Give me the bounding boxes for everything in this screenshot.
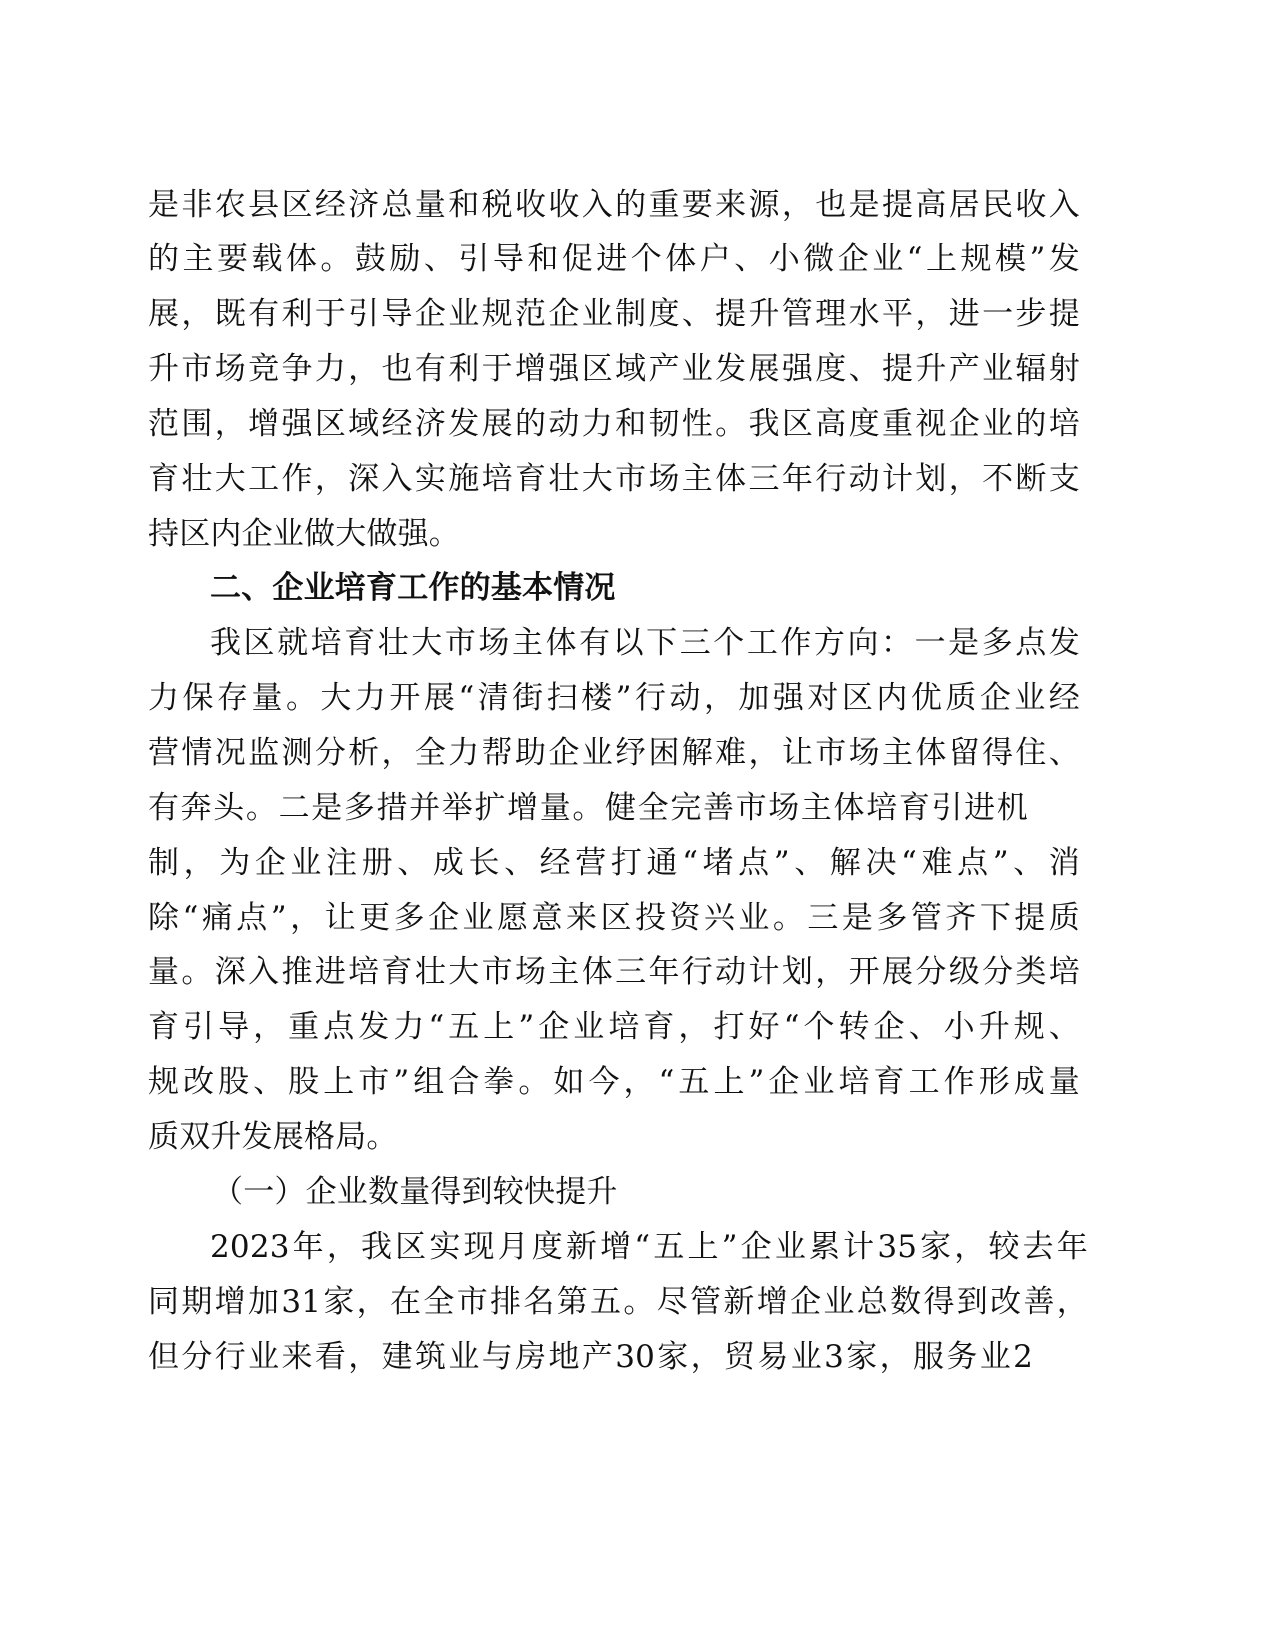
paragraph-1-line-1: 是非农县区经济总量和税收收入的重要来源，也是提高居民收入: [148, 187, 1080, 223]
paragraph-2-line-10: 质双升发展格局。: [148, 1119, 398, 1155]
paragraph-2-line-6: 除“痛点”，让更多企业愿意来区投资兴业。三是多管齐下提质: [148, 900, 1080, 936]
paragraph-3-line-3: 但分行业来看，建筑业与房地产30家，贸易业3家，服务业2: [148, 1339, 1033, 1375]
paragraph-1-line-7: 持区内企业做大做强。: [148, 516, 460, 552]
paragraph-1-line-2: 的主要载体。鼓励、引导和促进个体户、小微企业“上规模”发: [148, 241, 1080, 277]
paragraph-3-line-1: 2023年，我区实现月度新增“五上”企业累计35家，较去年: [210, 1229, 1088, 1265]
paragraph-3-line-2: 同期增加31家，在全市排名第五。尽管新增企业总数得到改善，: [148, 1284, 1088, 1320]
subsection-heading: （一）企业数量得到较快提升: [212, 1174, 618, 1210]
paragraph-2-line-8: 育引导，重点发力“五上”企业培育，打好“个转企、小升规、: [148, 1009, 1080, 1045]
paragraph-2-line-7: 量。深入推进培育壮大市场主体三年行动计划，开展分级分类培: [148, 954, 1080, 990]
paragraph-2-line-4: 有奔头。二是多措并举扩增量。健全完善市场主体培育引进机: [148, 790, 1028, 826]
paragraph-1-line-3: 展，既有利于引导企业规范企业制度、提升管理水平，进一步提: [148, 296, 1080, 332]
paragraph-2-line-1: 我区就培育壮大市场主体有以下三个工作方向：一是多点发: [210, 625, 1080, 661]
paragraph-1-line-6: 育壮大工作，深入实施培育壮大市场主体三年行动计划，不断支: [148, 461, 1080, 497]
paragraph-2-line-3: 营情况监测分析，全力帮助企业纾困解难，让市场主体留得住、: [148, 735, 1080, 771]
paragraph-2-line-9: 规改股、股上市”组合拳。如今，“五上”企业培育工作形成量: [148, 1064, 1080, 1100]
paragraph-1-line-5: 范围，增强区域经济发展的动力和韧性。我区高度重视企业的培: [148, 406, 1080, 442]
section-heading: 二、企业培育工作的基本情况: [210, 570, 616, 606]
paragraph-1-line-4: 升市场竞争力，也有利于增强区域产业发展强度、提升产业辐射: [148, 351, 1080, 387]
paragraph-2-line-5: 制，为企业注册、成长、经营打通“堵点”、解决“难点”、消: [148, 845, 1080, 881]
paragraph-2-line-2: 力保存量。大力开展“清街扫楼”行动，加强对区内优质企业经: [148, 680, 1080, 716]
